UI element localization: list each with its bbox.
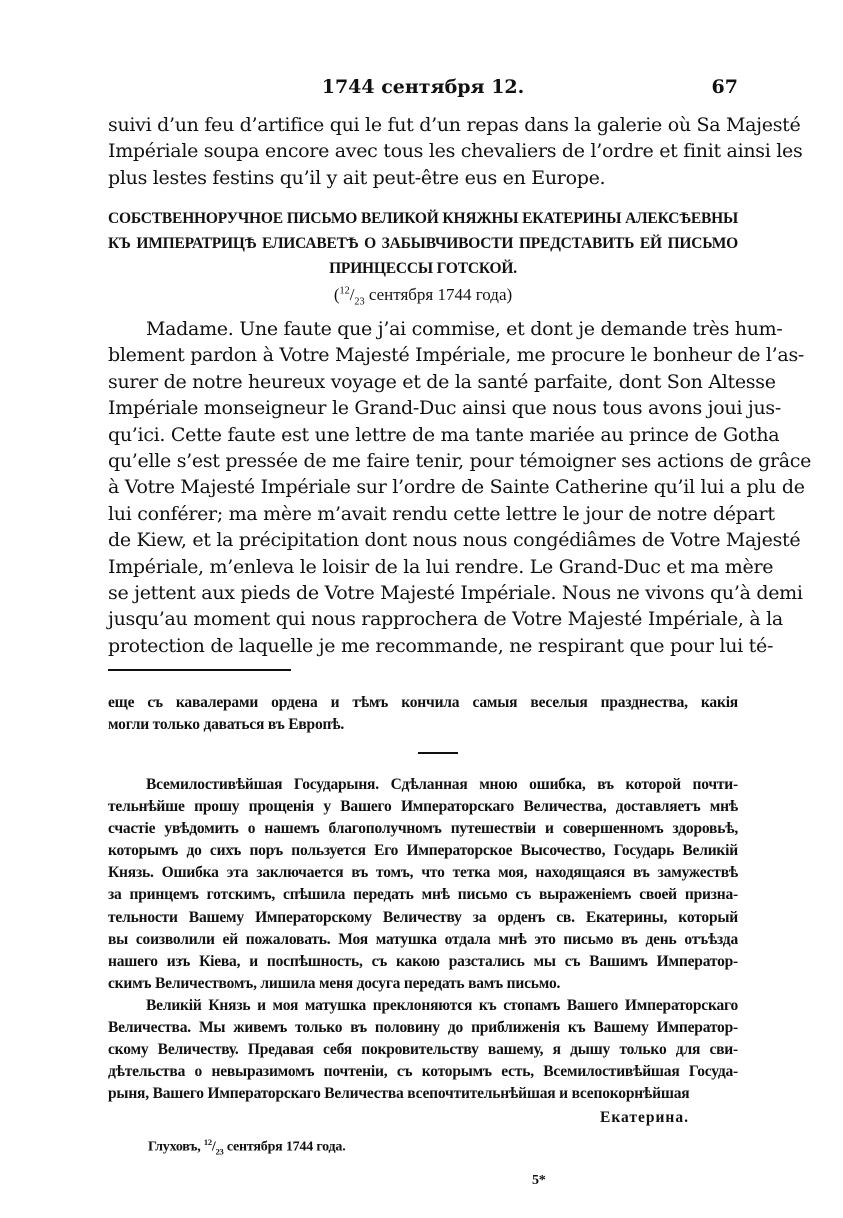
text-line: рыня, Вашего Императорскаго Величества всепочтительнѣйшая и всепокорнѣйшая: [108, 1085, 690, 1103]
text-line: тельнѣйше прошу прощенія у Вашего Императорскаго Величества, доставляетъ мнѣ: [108, 798, 738, 816]
translation-divider: [418, 752, 458, 754]
text-line: à Votre Majesté Impériale sur l’ordre de Sainte Catherine qu’il lui a plu de: [108, 476, 805, 499]
text-line: qu’ici. Cette faute est une lettre de ma tante mariée au prince de Gotha: [108, 423, 780, 446]
text-line: ПРИНЦЕССЫ ГОТСКОЙ.: [329, 260, 517, 277]
text-line: вы соизволили ей пожаловать. Моя матушка отдала мнѣ это письмо въ день отъѣзда: [108, 930, 738, 948]
place-date-old: 12: [203, 1138, 212, 1147]
text-line: suivi d’un feu d’artifice qui le fut d’un repas dans la galerie où Sa Majesté: [108, 114, 801, 136]
text-line: СОБСТВЕННОРУЧНОЕ ПИСЬМО ВЕЛИКОЙ КНЯЖНЫ ЕКАТЕРИНЫ АЛЕКСѢЕВНЫ: [108, 210, 738, 227]
place-date-rest: сентября 1744 года.: [223, 1139, 346, 1155]
text-line: могли только даваться въ Европѣ.: [108, 716, 344, 734]
french-letter: [108, 316, 812, 659]
date-day-new: 23: [354, 296, 365, 308]
text-line: Impériale monseigneur le Grand-Duc ainsi que nous tous avons joui jus-: [108, 397, 781, 420]
french-continuation: [108, 112, 803, 191]
text-line: Великій Князь и моя матушка преклоняются къ стопамъ Вашего Императорскаго: [146, 996, 738, 1014]
text-line: protection de laquelle je me recommande, ne respirant que pour lui té-: [108, 634, 774, 657]
footnote-divider: [108, 669, 291, 671]
running-title: 1744 сентября 12.: [321, 76, 525, 98]
text-line: Всемилостивѣйшая Государыня. Сдѣланная мною ошибка, въ которой почти-: [146, 776, 738, 793]
text-line: скому Величеству. Предавая себя покровительству вашему, я дышу только для сви-: [108, 1041, 738, 1059]
date-paren: (: [333, 285, 340, 304]
text-line: нашего изъ Кіева, и поспѣшность, съ какою разстались мы съ Вашимъ Император-: [108, 952, 738, 970]
text-line: еще съ кавалерами ордена и тѣмъ кончила самыя веселыя празднества, какія: [108, 694, 738, 711]
document-date: ($^{12}/_{23}$ сентября 1744 года): [333, 285, 513, 308]
date-rest: сентября 1744 года): [364, 285, 513, 304]
text-line: Madame. Une faute que j’ai commise, et dont je demande très hum-: [146, 318, 783, 340]
place-date-new: 23: [215, 1147, 224, 1157]
document-title: [108, 206, 738, 281]
text-line: Князь. Ошибка эта заключается въ томъ, что тетка моя, находящаяся въ замужествѣ: [108, 864, 738, 882]
text-line: скимъ Величествомъ, лишила меня досуга передать вамъ письмо.: [108, 974, 561, 992]
text-line: за принцемъ готскимъ, спѣшила передать мнѣ письмо съ выраженіемъ своей призна-: [108, 886, 738, 904]
signature: Екатерина.: [600, 1109, 689, 1126]
text-line: которымъ до сихъ поръ пользуется Его Императорское Высочество, Государь Великій: [108, 842, 738, 860]
text-line: surer de notre heureux voyage et de la santé parfaite, dont Son Altesse: [108, 370, 776, 393]
text-line: jusqu’au moment qui nous rapprochera de Votre Majesté Impériale, à la: [108, 608, 783, 631]
text-line: de Kiew, et la précipitation dont nous nous congédiâmes de Votre Majesté: [108, 529, 801, 552]
text-line: тельности Вашему Императорскому Величеству за орденъ св. Екатерины, который: [108, 908, 738, 926]
text-line: Величества. Мы живемъ только въ половину до приближенія къ Вашему Император-: [108, 1019, 738, 1037]
text-line: Impériale, m’enleva le loisir de la lui rendre. Le Grand-Duc et ma mère: [108, 555, 774, 578]
text-line: дѣтельства о невыразимомъ почтеніи, съ которымъ есть, Всемилостивѣйшая Госуда-: [108, 1063, 738, 1081]
text-line: qu’elle s’est pressée de me faire tenir, pour témoigner ses actions de grâce: [108, 450, 812, 473]
russian-translation: [108, 774, 738, 1105]
place-date: Глуховъ, $^{12}/_{23}$ сентября 1744 года.: [148, 1138, 346, 1157]
text-line: Impériale soupa encore avec tous les chevaliers de l’ordre et finit ainsi les: [108, 140, 803, 163]
place: Глуховъ,: [148, 1139, 204, 1155]
text-line: blement pardon à Votre Majesté Impériale, me procure le bonheur de l’as-: [108, 344, 805, 367]
footnote: [108, 692, 738, 736]
text-line: lui conférer; ma mère m’avait rendu cette lettre le jour de notre départ: [108, 502, 775, 525]
date-day-old: 12: [339, 285, 350, 297]
text-line: se jettent aux pieds de Votre Majesté Impériale. Nous ne vivons qu’à demi: [108, 582, 803, 605]
signature-mark: 5*: [532, 1173, 546, 1188]
text-line: КЪ ИМПЕРАТРИЦѢ ЕЛИСАВЕТѢ О ЗАБЫВЧИВОСТИ ПРЕДСТАВИТЬ ЕЙ ПИСЬМО: [108, 235, 738, 252]
page-number: 67: [711, 76, 738, 98]
text-line: счастіе увѣдомить о нашемъ благополучномъ путешествіи и совершенномъ здоровьѣ,: [108, 820, 738, 838]
text-line: plus lestes festins qu’il y ait peut-être eus en Europe.: [108, 166, 606, 189]
